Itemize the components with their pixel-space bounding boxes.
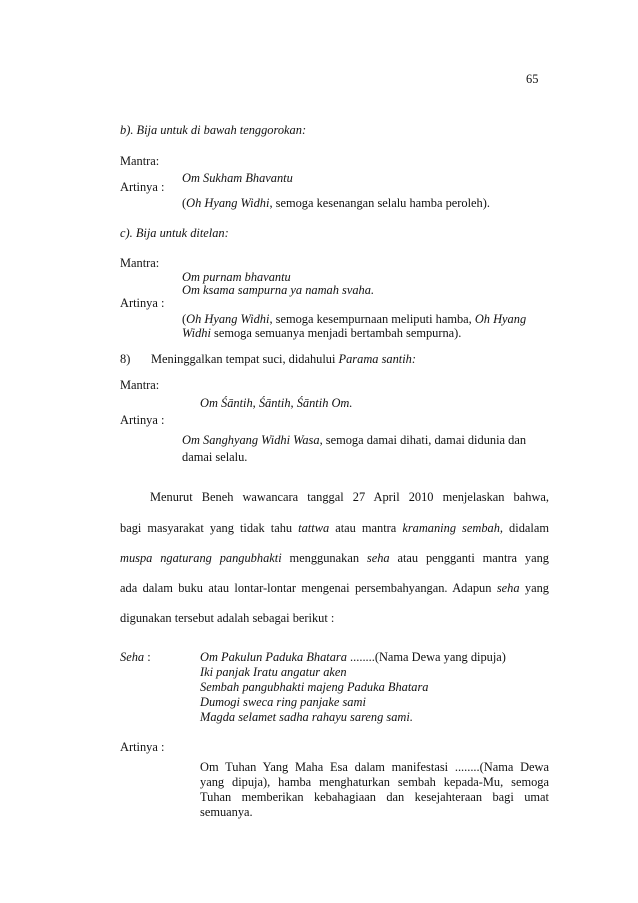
section-8-mantra-text: Om Śāntih, Śāntih, Śāntih Om. — [200, 396, 353, 410]
para-text: ada dalam buku atau lontar-lontar mengenai persembahyangan. Adapun — [120, 581, 497, 595]
meaning-italic: Om Sanghyang Widhi Wasa — [182, 433, 320, 447]
seha-line2 — [200, 665, 347, 680]
section-b-mantra — [182, 171, 293, 186]
para-italic: kramaning sembah, — [402, 521, 504, 535]
seha-meaning-line3: Tuhan memberikan kebahagiaan dan kesejahteraan bagi umat — [200, 790, 549, 804]
meaning-rest: , semoga kesenangan selalu hamba peroleh). — [269, 196, 490, 210]
meaning-open-paren: ( — [182, 196, 187, 210]
page-number: 65 — [526, 72, 539, 86]
para-italic: seha — [366, 551, 390, 565]
section-c-mantra-line2-text: Om ksama sampurna ya namah svaha. — [182, 283, 375, 297]
para-text: didalam — [503, 521, 549, 535]
meaning-rest: , semoga damai dihati, damai didunia dan — [319, 433, 527, 447]
seha-label — [120, 650, 151, 665]
seha-line4-text: Dumogi sweca ring panjake sami — [200, 695, 366, 709]
section-c-mantra-label: Mantra: — [120, 256, 160, 270]
seha-line2-text: Iki panjak Iratu angatur aken — [200, 665, 347, 679]
para-text: bagi masyarakat yang tidak tahu — [120, 521, 299, 535]
section-8-mantra — [200, 396, 352, 411]
seha-line5-text: Magda selamet sadha rahayu sareng sami. — [200, 710, 413, 724]
seha-label-italic: Seha — [120, 650, 145, 664]
meaning-mid: , semoga kesempurnaan meliputi hamba, — [269, 312, 475, 326]
para-italic: seha — [496, 581, 520, 595]
para-italic: muspa ngaturang pangubhakti — [120, 551, 282, 565]
section-8-artinya-label: Artinya : — [120, 413, 165, 427]
seha-line1 — [200, 650, 506, 665]
seha-label-colon: : — [144, 650, 151, 664]
section-c-heading — [120, 226, 229, 241]
section-b-mantra-label: Mantra: — [120, 154, 160, 168]
section-b-meaning — [182, 196, 490, 211]
section-c-mantra-line1-text: Om purnam bhavantu — [182, 270, 291, 284]
section-c-meaning-line1 — [182, 312, 526, 327]
seha-line5 — [200, 710, 413, 725]
section-b-heading-text: b). Bija untuk di bawah tenggorokan: — [120, 123, 307, 137]
seha-line3-text: Sembah pangubhakti majeng Paduka Bhatara — [200, 680, 429, 694]
para-text: atau mantra — [329, 521, 403, 535]
paragraph-line3 — [120, 551, 549, 566]
section-8-heading-text: Meninggalkan tempat suci, didahului — [151, 352, 339, 366]
section-b-artinya-label: Artinya : — [120, 180, 165, 194]
section-8-number: 8) — [120, 352, 131, 366]
seha-italic: Om Pakulun Paduka Bhatara — [200, 650, 347, 664]
seha-line3 — [200, 680, 429, 695]
seha-artinya-label: Artinya : — [120, 740, 165, 754]
meaning-italic: Oh Hyang — [474, 312, 527, 326]
section-8-meaning-line2: damai selalu. — [182, 450, 248, 464]
section-b-heading — [120, 123, 306, 138]
seha-meaning-line1: Om Tuhan Yang Maha Esa dalam manifestasi ........(Nama Dewa — [200, 760, 549, 774]
para-text: atau pengganti mantra yang — [389, 551, 549, 565]
section-b-mantra-text: Om Sukham Bhavantu — [182, 171, 293, 185]
section-c-meaning-line2 — [182, 326, 461, 341]
section-c-artinya-label: Artinya : — [120, 296, 165, 310]
meaning-italic: Oh Hyang Widhi — [186, 312, 270, 326]
section-8-heading — [151, 352, 416, 367]
section-c-heading-text: c). Bija untuk ditelan: — [120, 226, 229, 240]
section-c-mantra-line2 — [182, 283, 374, 298]
section-8-heading-italic: Parama santih: — [338, 352, 416, 366]
paragraph-line5: digunakan tersebut adalah sebagai berikut : — [120, 611, 335, 625]
paragraph-line2 — [120, 521, 549, 536]
para-italic: tattwa — [298, 521, 330, 535]
section-8-mantra-label: Mantra: — [120, 378, 160, 392]
meaning-open-paren: ( — [182, 312, 187, 326]
section-8-meaning-line1 — [182, 433, 549, 448]
meaning-rest: semoga semuanya menjadi bertambah sempurna). — [210, 326, 462, 340]
seha-meaning-line4: semuanya. — [200, 805, 253, 819]
seha-line4 — [200, 695, 366, 710]
paragraph-line1: Menurut Beneh wawancara tanggal 27 April 2010 menjelaskan bahwa, — [150, 490, 549, 504]
paragraph-line4 — [120, 581, 549, 596]
seha-meaning-line2: yang dipuja), hamba menghaturkan sembah kepada-Mu, semoga — [200, 775, 549, 789]
meaning-italic: Widhi — [182, 326, 211, 340]
para-text: menggunakan — [281, 551, 367, 565]
para-text: yang — [519, 581, 550, 595]
seha-text: ........(Nama Dewa yang dipuja) — [346, 650, 506, 664]
meaning-italic: Oh Hyang Widhi — [186, 196, 270, 210]
